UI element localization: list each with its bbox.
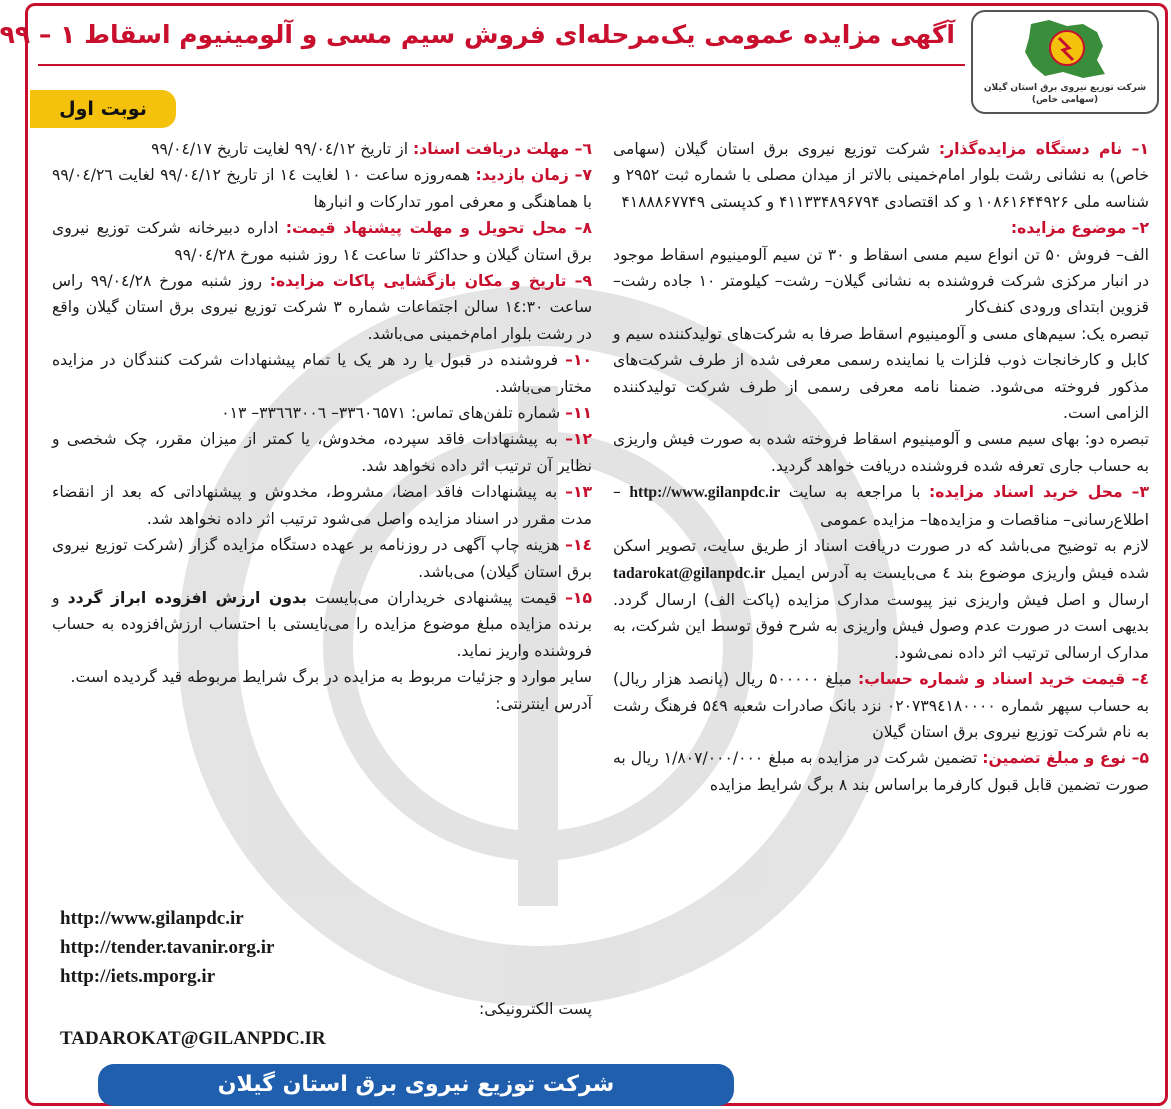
section-4-heading: ٤– قیمت خرید اسناد و شماره حساب: xyxy=(857,670,1149,689)
logo-company-type: (سهامی خاص) xyxy=(1031,95,1099,105)
url-iets-link[interactable]: http://iets.mporg.ir xyxy=(60,966,216,987)
section-11-body: شماره تلفن‌های تماس: ۳۳٦۰٦۵۷۱– ۳۳٦٦۳۰۰٦– ۰۱۳ xyxy=(221,404,561,423)
section-14-body: هزینه چاپ آگهی در روزنامه بر عهده دستگاه مزایده گزار (شرکت توزیع نیروی برق استان گیلان) می‌باشد. xyxy=(52,536,592,581)
section-11-heading: ۱۱– xyxy=(565,404,592,423)
section-2-note-2: تبصره دو: بهای سیم مسی و آلومینیوم اسقاط فروخته شده به صورت فیش واریزی به حساب جاری تعرفه شده فروشنده دریافت خواهد گردید. xyxy=(613,430,1149,475)
section-7-heading: ۷– زمان بازدید: xyxy=(475,166,592,185)
section-12-heading: ۱۲– xyxy=(565,430,592,449)
url-tender-link[interactable]: http://tender.tavanir.org.ir xyxy=(60,937,275,958)
section-6 xyxy=(52,136,592,162)
address-label: آدرس اینترنتی: xyxy=(495,694,592,713)
section-13 xyxy=(52,479,592,532)
section-7-body: همه‌روزه ساعت ۱۰ لغایت ۱٤ از تاریخ ۹۹/۰٤/۱۲ لغایت ۹۹/۰٤/۲٦ با هماهنگی و معرفی امور تدارکات و انبارها xyxy=(52,166,592,211)
section-3-text-2: – اطلاع‌رسانی– مناقصات و مزایده‌ها– مزایده عمومی xyxy=(613,483,1149,529)
section-3-text-4: ارسال و اصل فیش واریزی نیز پیوست مدارک مزایده (پاکت الف) ارسال گردد. بدیهی است در صورت عدم وصول فیش واریزی به شرح فوق توسط این شرکت، به مدارک ارسالی ترتیب اثر داده نمی‌شود. xyxy=(612,590,1149,662)
section-11 xyxy=(52,400,592,426)
email-label: پست الکترونیکی: xyxy=(479,1000,592,1018)
section-9 xyxy=(52,268,592,347)
section-14 xyxy=(52,532,592,585)
right-column xyxy=(613,136,1149,798)
email-address-link[interactable]: TADAROKAT@GILANPDC.IR xyxy=(60,1028,326,1049)
footer-company-banner: شرکت توزیع نیروی برق استان گیلان xyxy=(98,1064,734,1106)
section-8-body: اداره دبیرخانه شرکت توزیع نیروی برق استان گیلان و حداکثر تا ساعت ۱٤ روز شنبه مورخ ۹۹/۰٤/۲۸ xyxy=(52,219,592,264)
section-12-body: به پیشنهادات فاقد سپرده، مخدوش، یا کمتر از میزان مقرر، چک شخصی و نظایر آن ترتیب اثر داده نخواهد شد. xyxy=(52,430,592,475)
section-2 xyxy=(613,215,1149,241)
section-4 xyxy=(613,666,1149,745)
logo-company-name: شرکت توزیع نیروی برق استان گیلان xyxy=(983,83,1147,93)
section-5-heading: ۵– نوع و مبلغ تضمین: xyxy=(982,749,1149,768)
section-13-body: به پیشنهادات فاقد امضا، مشروط، مخدوش و پیشنهاداتی که بعد از انقضاء مدت مقرر در اسناد مزایده واصل می‌شود ترتیب اثر داده نخواهد شد. xyxy=(52,483,592,528)
section-4-body: مبلغ ۵۰۰۰۰۰ ریال (پانصد هزار ریال) به حساب سپهر شماره ۰۲۰۷۳۹٤۱۸۰۰۰۰ نزد بانک صادرات شعبه ۵٤۹ فرهنگ رشت به نام شرکت توزیع نیروی برق استان گیلان xyxy=(613,670,1150,741)
section-10-heading: ۱۰– xyxy=(565,351,592,370)
section-15 xyxy=(52,585,592,664)
company-logo xyxy=(971,10,1159,114)
section-6-body: از تاریخ ۹۹/۰٤/۱۲ لغایت تاریخ ۹۹/۰٤/۱۷ xyxy=(151,140,409,158)
section-3-text-1: با مراجعه به سایت xyxy=(788,483,921,502)
section-12 xyxy=(52,426,592,479)
section-1-body: شرکت توزیع نیروی برق استان گیلان (سهامی خاص) به نشانی رشت بلوار امام‌خمینی بالاتر از میدان مصلی با شماره ثبت ۲۹۵۲ و شناسه ملی ۱۰۸۶۱۶۴۴۹۲۶ و کد اقتصادی ۴۱۱۳۳۴۸۹۶۷۹۴ و کدپستی ۴۱۸۸۸۶۷۷۴۹ xyxy=(613,140,1149,211)
section-15-heading: ۱۵– xyxy=(565,588,592,607)
section-3 xyxy=(613,479,1149,533)
page-title: آگهی مزایده عمومی یک‌مرحله‌ای فروش سیم مسی و آلومینیوم اسقاط ۱ – ۹۹ xyxy=(0,20,955,49)
advertisement-frame xyxy=(0,3,1168,1106)
section-7 xyxy=(52,162,592,215)
publication-round-badge: نوبت اول xyxy=(30,90,176,128)
section-3-website-link[interactable]: http://www.gilanpdc.ir xyxy=(629,484,781,502)
email-label-block xyxy=(52,996,592,1022)
section-9-heading: ۹– تاریخ و مکان بازگشایی پاکات مزایده: xyxy=(269,272,593,291)
section-10-body: فروشنده در قبول یا رد هر یک یا تمام پیشنهادات شرکت کنندگان در مزایده مختار می‌باشد. xyxy=(52,351,592,396)
section-3-text-3: لازم به توضیح می‌باشد که در صورت دریافت اسناد از طریق سایت، تصویر اسکن شده فیش واریزی موضوع بند ٤ می‌بایست به آدرس ایمیل xyxy=(613,537,1150,582)
section-9-body: روز شنبه مورخ ۹۹/۰٤/۲۸ راس ساعت ۱٤:۳۰ سالن اجتماعات شماره ۳ شرکت توزیع نیروی برق استان گیلان واقع در رشت بلوار امام‌خمینی می‌باشد. xyxy=(52,272,593,343)
section-3-heading: ۳– محل خرید اسناد مزایده: xyxy=(929,483,1149,502)
section-13-heading: ۱۳– xyxy=(565,483,592,502)
section-5 xyxy=(613,745,1149,798)
section-2-body: الف– فروش ۵۰ تن انواع سیم مسی اسقاط و ۳۰ تن سیم آلومینیوم اسقاط موجود در انبار مرکزی شرکت فروشنده به نشانی گیلان– رشت– کیلومتر ۱۰ جاده رشت– قزوین ابتدای ورودی کنف‌کار xyxy=(613,245,1150,317)
section-15-text-2: و برنده مزایده مبلغ موضوع مزایده را می‌بایستی با احتساب ارزش‌افزوده به حساب فروشنده واریز نماید. xyxy=(52,588,592,660)
section-10 xyxy=(52,347,592,400)
section-5-body: تضمین شرکت در مزایده به مبلغ ۱/۸۰۷/۰۰۰/۰۰۰ ریال به صورت تضمین قابل قبول کارفرما براساس بند ۸ برگ شرایط مزایده xyxy=(613,749,1149,794)
left-column xyxy=(52,136,592,717)
section-3-details xyxy=(613,533,1149,666)
section-3-email-link[interactable]: tadarokat@gilanpdc.ir xyxy=(613,564,766,582)
title-divider xyxy=(38,64,965,66)
section-8 xyxy=(52,215,592,268)
section-1-heading: ۱– نام دستگاه مزایده‌گذار: xyxy=(938,140,1149,158)
section-14-heading: ۱٤– xyxy=(565,536,592,555)
iran-map-logo-icon xyxy=(1011,16,1121,86)
section-8-heading: ۸– محل تحویل و مهلت پیشنهاد قیمت: xyxy=(285,219,592,238)
other-details: سایر موارد و جزئیات مربوط به مزایده در برگ شرایط مربوطه قید گردیده است. xyxy=(70,668,592,687)
section-15-text-1: قیمت پیشنهادی خریداران می‌بایست xyxy=(314,588,557,607)
url-gilanpdc-link[interactable]: http://www.gilanpdc.ir xyxy=(60,908,244,929)
internet-addresses xyxy=(60,904,274,991)
section-15-bold-text: بدون ارزش افزوده ابراز گردد xyxy=(67,588,307,607)
section-1 xyxy=(613,136,1149,215)
section-2-heading: ۲– موضوع مزایده: xyxy=(1010,219,1149,238)
section-6-heading: ٦– مهلت دریافت اسناد: xyxy=(413,140,592,158)
section-2-note-1: تبصره یک: سیم‌های مسی و آلومینیوم اسقاط صرفا به شرکت‌های تولیدکننده سیم و کابل و کارخانجات ذوب فلزات یا نماینده رسمی معرفی شده از طرف شرکت‌های مذکور فروخته می‌شود. ضمنا نامه معرفی رسمی از طرف شرکت تولیدکننده الزامی است. xyxy=(613,324,1149,423)
